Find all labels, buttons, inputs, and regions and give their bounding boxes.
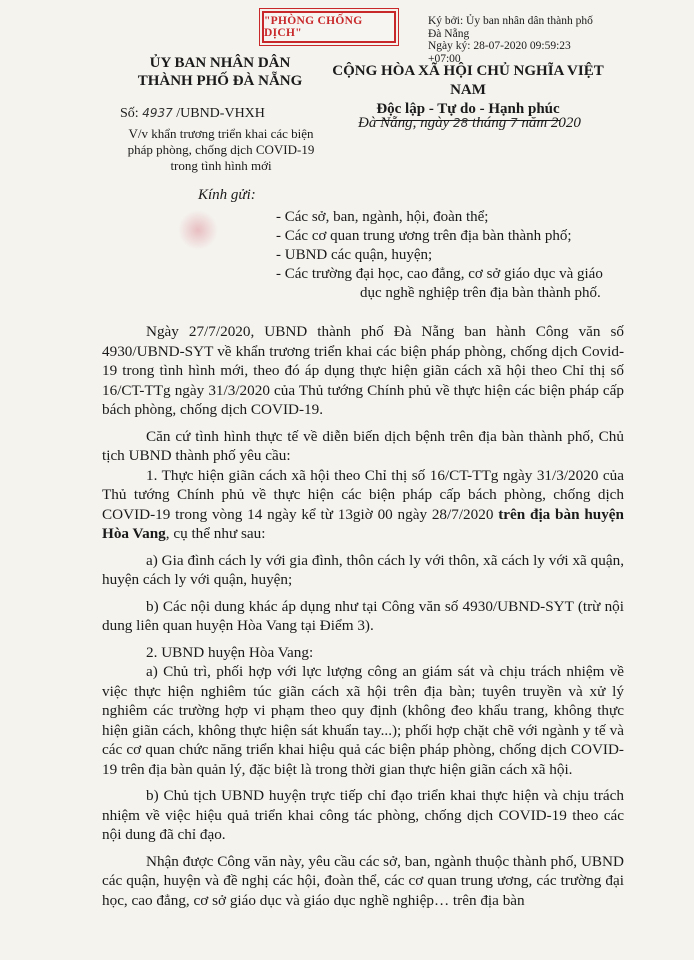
body-paragraph: a) Gia đình cách ly với gia đình, thôn cách ly với thôn, xã cách ly với xã quận, huyện cách ly với quận, huyện; — [102, 551, 624, 588]
body-paragraph: b) Chủ tịch UBND huyện trực tiếp chỉ đạo triển khai thực hiện và chịu trách nhiệm về việc hiệu quả triển khai công tác phòng, chống dịch COVID-19 theo các nội dung đã chỉ đạo. — [102, 787, 624, 843]
digital-signature-block — [428, 15, 688, 65]
signature-line: Ký bởi: Ủy ban nhân dân thành phố — [428, 15, 593, 27]
document-number — [120, 106, 265, 122]
body-paragraph: 2. UBND huyện Hòa Vang: — [146, 643, 314, 661]
body-paragraph: Ngày 27/7/2020, UBND thành phố Đà Nẵng ban hành Công văn số 4930/UBND-SYT về khẩn trương triển khai các biện pháp phòng, chống dịch Covid-19 trong tình hình mới, theo đó áp dụng thực hiện giãn cách xã hội theo Chỉ thị số 16/CT-TTg ngày 31/3/2020 của Thủ tướng Chính phủ về thực hiện các biện pháp cấp bách phòng, chống dịch COVID-19. — [102, 323, 624, 418]
org-line-2: THÀNH PHỐ ĐÀ NẴNG — [137, 73, 303, 89]
date-prefix: Đà Nẵng, ngày — [358, 115, 450, 131]
date-day: 28 — [453, 116, 469, 130]
national-header — [318, 62, 618, 121]
subject-line: pháp phòng, chống dịch COVID-19 — [127, 142, 315, 157]
body-paragraph: Căn cứ tình hình thực tế về diễn biến dịch bệnh trên địa bàn thành phố, Chủ tịch UBND thành phố yêu cầu: — [102, 427, 624, 464]
national-motto: Độc lập - Tự do - Hạnh phúc — [376, 100, 559, 121]
recipients-list — [276, 208, 636, 303]
subject-line: trong tình hình mới — [170, 158, 272, 173]
stamp-phong-chong-dich: "PHÒNG CHỐNG DỊCH" — [262, 11, 396, 43]
ink-smudge — [178, 210, 218, 250]
doc-number-prefix: Số: — [120, 106, 139, 121]
body-paragraph-directive-1 — [102, 466, 624, 544]
body-paragraph: a) Chủ trì, phối hợp với lực lượng công an giám sát và chịu trách nhiệm về việc thực hiện nghiêm túc giãn cách xã hội trên địa bàn; tuyên truyền và xử lý nghiêm các trường hợp vi phạm theo quy định (không đeo khẩu trang, không thực hiện giãn cách, không thực hiện sát khuẩn tay...); phối hợp chặt chẽ với ngành y tế và các cơ quan chức năng triển khai hiệu quả các biện pháp phòng, chống dịch COVID-19 trên địa bàn quản lý, đặc biệt là trong thời gian thực hiện giãn cách xã hội. — [102, 663, 624, 778]
doc-number-suffix: /UBND-VHXH — [176, 106, 265, 121]
document-date — [358, 115, 581, 132]
body-paragraph: Nhận được Công văn này, yêu cầu các sở, ban, ngành thuộc thành phố, UBND các quận, huyện và đề nghị các hội, đoàn thể, các cơ quan trung ương, các trường đại học, cao đẳng, cơ sở giáo dục và giáo dục nghề nghiệp… trên địa bàn — [102, 852, 624, 909]
directive-1-tail: , cụ thể như sau: — [165, 525, 266, 542]
issuing-organization — [110, 54, 330, 90]
directive-1-text: 1. Thực hiện giãn cách xã hội theo Chỉ thị số 16/CT-TTg ngày 31/3/2020 của Thủ tướng Chính phủ về thực hiện các biện pháp cấp bách phòng, chống dịch COVID-19 trong vòng 14 ngày kể từ 13giờ 00 ngày 28/7/2020 — [102, 466, 624, 523]
recipient-item: - Các sở, ban, ngành, hội, đoàn thể; — [276, 209, 489, 225]
directive-1-location: trên địa bàn huyện Hòa Vang — [102, 505, 624, 542]
document-subject — [110, 126, 332, 174]
recipient-item: - UBND các quận, huyện; — [276, 247, 433, 263]
subject-line: V/v khẩn trương triển khai các biện — [128, 126, 314, 141]
date-year: năm 2020 — [521, 115, 581, 131]
recipients-title: Kính gửi: — [198, 187, 256, 203]
nation-name: CỘNG HÒA XÃ HỘI CHỦ NGHĨA VIỆT NAM — [332, 63, 604, 98]
signature-line: Đà Nẵng — [428, 27, 470, 40]
date-month-label: tháng — [472, 115, 507, 131]
date-month: 7 — [509, 116, 518, 130]
recipient-item: - Các trường đại học, cao đẳng, cơ sở giáo dục và giáo — [276, 266, 603, 282]
recipient-item: - Các cơ quan trung ương trên địa bàn thành phố; — [276, 228, 572, 244]
org-line-1: ỦY BAN NHÂN DÂN — [149, 55, 291, 71]
signature-line: +07:00 — [428, 52, 461, 65]
doc-number-handwritten: 4937 — [142, 106, 173, 120]
recipient-item-continuation: dục nghề nghiệp trên địa bàn thành phố. — [360, 285, 601, 301]
document-body — [102, 322, 624, 917]
signature-line: Ngày ký: 28-07-2020 09:59:23 — [428, 40, 571, 52]
body-paragraph: b) Các nội dung khác áp dụng như tại Công văn số 4930/UBND-SYT (trừ nội dung liên quan huyện Hòa Vang tại Điểm 3). — [102, 597, 624, 634]
